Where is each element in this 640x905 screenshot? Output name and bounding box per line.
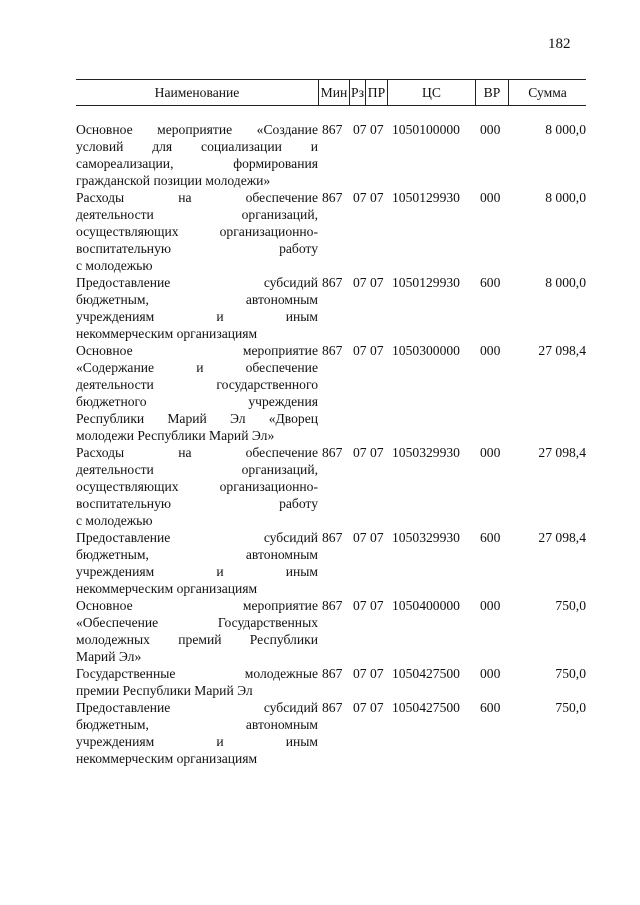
row-name-line: некоммерческим организациям	[76, 751, 258, 766]
row-name-line: молодежи Республики Марий Эл»	[76, 428, 275, 443]
row-min: 867	[322, 190, 343, 205]
row-cs: 1050300000	[392, 343, 460, 358]
row-pr: 07	[370, 445, 384, 460]
budget-table	[76, 79, 586, 767]
row-pr: 07	[370, 190, 384, 205]
row-vr: 000	[480, 445, 501, 460]
row-name	[76, 274, 318, 342]
row-name-line: воспитательную работу	[76, 496, 318, 511]
row-cs: 1050427500	[392, 666, 460, 681]
row-min: 867	[322, 343, 343, 358]
row-sum: 8 000,0	[545, 275, 586, 290]
row-name-line: Предоставление субсидий	[76, 275, 318, 290]
row-vr: 000	[480, 343, 501, 358]
row-name-line: Основное мероприятие	[76, 343, 318, 358]
row-name-line: Расходы на обеспечение	[76, 190, 318, 205]
row-name-line: премии Республики Марий Эл	[76, 683, 253, 698]
table-row	[76, 342, 586, 444]
row-sum: 750,0	[555, 598, 586, 613]
row-name-line: бюджетным, автономным	[76, 717, 318, 732]
row-sum: 27 098,4	[538, 445, 586, 460]
row-cs: 1050329930	[392, 530, 460, 545]
row-name-line: деятельности организаций,	[76, 207, 318, 222]
row-sum: 27 098,4	[538, 343, 586, 358]
table-row	[76, 597, 586, 665]
row-name-line: воспитательную работу	[76, 241, 318, 256]
row-name	[76, 665, 318, 699]
row-pr: 07	[370, 530, 384, 545]
row-pr: 07	[370, 343, 384, 358]
row-name	[76, 444, 318, 529]
row-pr: 07	[370, 122, 384, 137]
row-name-line: Основное мероприятие	[76, 598, 318, 613]
row-rz: 07	[353, 666, 367, 681]
row-cs: 1050329930	[392, 445, 460, 460]
table-row	[76, 121, 586, 189]
row-name	[76, 529, 318, 597]
row-sum: 8 000,0	[545, 122, 586, 137]
table-row	[76, 189, 586, 274]
page-number: 182	[548, 36, 571, 52]
row-min: 867	[322, 700, 343, 715]
row-name-line: бюджетного учреждения	[76, 394, 318, 409]
row-vr: 000	[480, 666, 501, 681]
row-name-line: учреждениям и иным	[76, 564, 318, 579]
row-sum: 8 000,0	[545, 190, 586, 205]
row-name	[76, 121, 318, 189]
row-name	[76, 597, 318, 665]
row-vr: 600	[480, 530, 501, 545]
row-name-line: Республики Марий Эл «Дворец	[76, 411, 318, 426]
header-min: Мин	[318, 80, 349, 105]
row-vr: 600	[480, 700, 501, 715]
row-name-line: деятельности государственного	[76, 377, 318, 392]
row-name	[76, 699, 318, 767]
header-name: Наименование	[154, 85, 240, 100]
row-name-line: Расходы на обеспечение	[76, 445, 318, 460]
row-name-line: с молодежью	[76, 258, 153, 273]
row-name-line: Марий Эл»	[76, 649, 142, 664]
header-cs: ЦС	[387, 80, 475, 105]
row-vr: 000	[480, 122, 501, 137]
row-cs: 1050129930	[392, 190, 460, 205]
row-vr: 600	[480, 275, 501, 290]
header-vr: ВР	[475, 80, 508, 105]
row-name-line: самореализации, формирования	[76, 156, 318, 171]
row-name-line: учреждениям и иным	[76, 309, 318, 324]
row-name-line: «Содержание и обеспечение	[76, 360, 318, 375]
row-rz: 07	[353, 530, 367, 545]
row-name-line: условий для социализации и	[76, 139, 318, 154]
row-min: 867	[322, 666, 343, 681]
row-min: 867	[322, 445, 343, 460]
header-rz: Рз	[349, 80, 365, 105]
row-min: 867	[322, 598, 343, 613]
row-name-line: некоммерческим организациям	[76, 326, 258, 341]
row-name-line: бюджетным, автономным	[76, 292, 318, 307]
row-rz: 07	[353, 275, 367, 290]
row-name-line: гражданской позиции молодежи»	[76, 173, 271, 188]
row-name	[76, 342, 318, 444]
row-name-line: «Обеспечение Государственных	[76, 615, 318, 630]
table-header	[76, 79, 586, 106]
row-rz: 07	[353, 122, 367, 137]
table-row	[76, 665, 586, 699]
row-pr: 07	[370, 700, 384, 715]
row-min: 867	[322, 122, 343, 137]
row-vr: 000	[480, 190, 501, 205]
row-min: 867	[322, 275, 343, 290]
row-name	[76, 189, 318, 274]
row-name-line: осуществляющих организационно-	[76, 479, 318, 494]
row-name-line: бюджетным, автономным	[76, 547, 318, 562]
table-row	[76, 699, 586, 767]
row-name-line: осуществляющих организационно-	[76, 224, 318, 239]
row-rz: 07	[353, 445, 367, 460]
row-name-line: учреждениям и иным	[76, 734, 318, 749]
row-vr: 000	[480, 598, 501, 613]
row-min: 867	[322, 530, 343, 545]
table-row	[76, 529, 586, 597]
row-sum: 27 098,4	[538, 530, 586, 545]
row-name-line: Государственные молодежные	[76, 666, 318, 681]
row-name-line: Предоставление субсидий	[76, 700, 318, 715]
row-rz: 07	[353, 700, 367, 715]
row-cs: 1050129930	[392, 275, 460, 290]
row-pr: 07	[370, 275, 384, 290]
row-sum: 750,0	[555, 666, 586, 681]
table-row	[76, 274, 586, 342]
row-pr: 07	[370, 598, 384, 613]
row-name-line: Основное мероприятие «Создание	[76, 122, 318, 137]
row-cs: 1050427500	[392, 700, 460, 715]
row-cs: 1050100000	[392, 122, 460, 137]
row-name-line: деятельности организаций,	[76, 462, 318, 477]
row-pr: 07	[370, 666, 384, 681]
row-sum: 750,0	[555, 700, 586, 715]
header-sum: Сумма	[508, 80, 586, 105]
header-pr: ПР	[365, 80, 387, 105]
row-name-line: Предоставление субсидий	[76, 530, 318, 545]
table-row	[76, 444, 586, 529]
row-rz: 07	[353, 190, 367, 205]
row-cs: 1050400000	[392, 598, 460, 613]
row-rz: 07	[353, 343, 367, 358]
row-name-line: молодежных премий Республики	[76, 632, 318, 647]
table-body	[76, 121, 586, 767]
row-name-line: с молодежью	[76, 513, 153, 528]
row-name-line: некоммерческим организациям	[76, 581, 258, 596]
row-rz: 07	[353, 598, 367, 613]
